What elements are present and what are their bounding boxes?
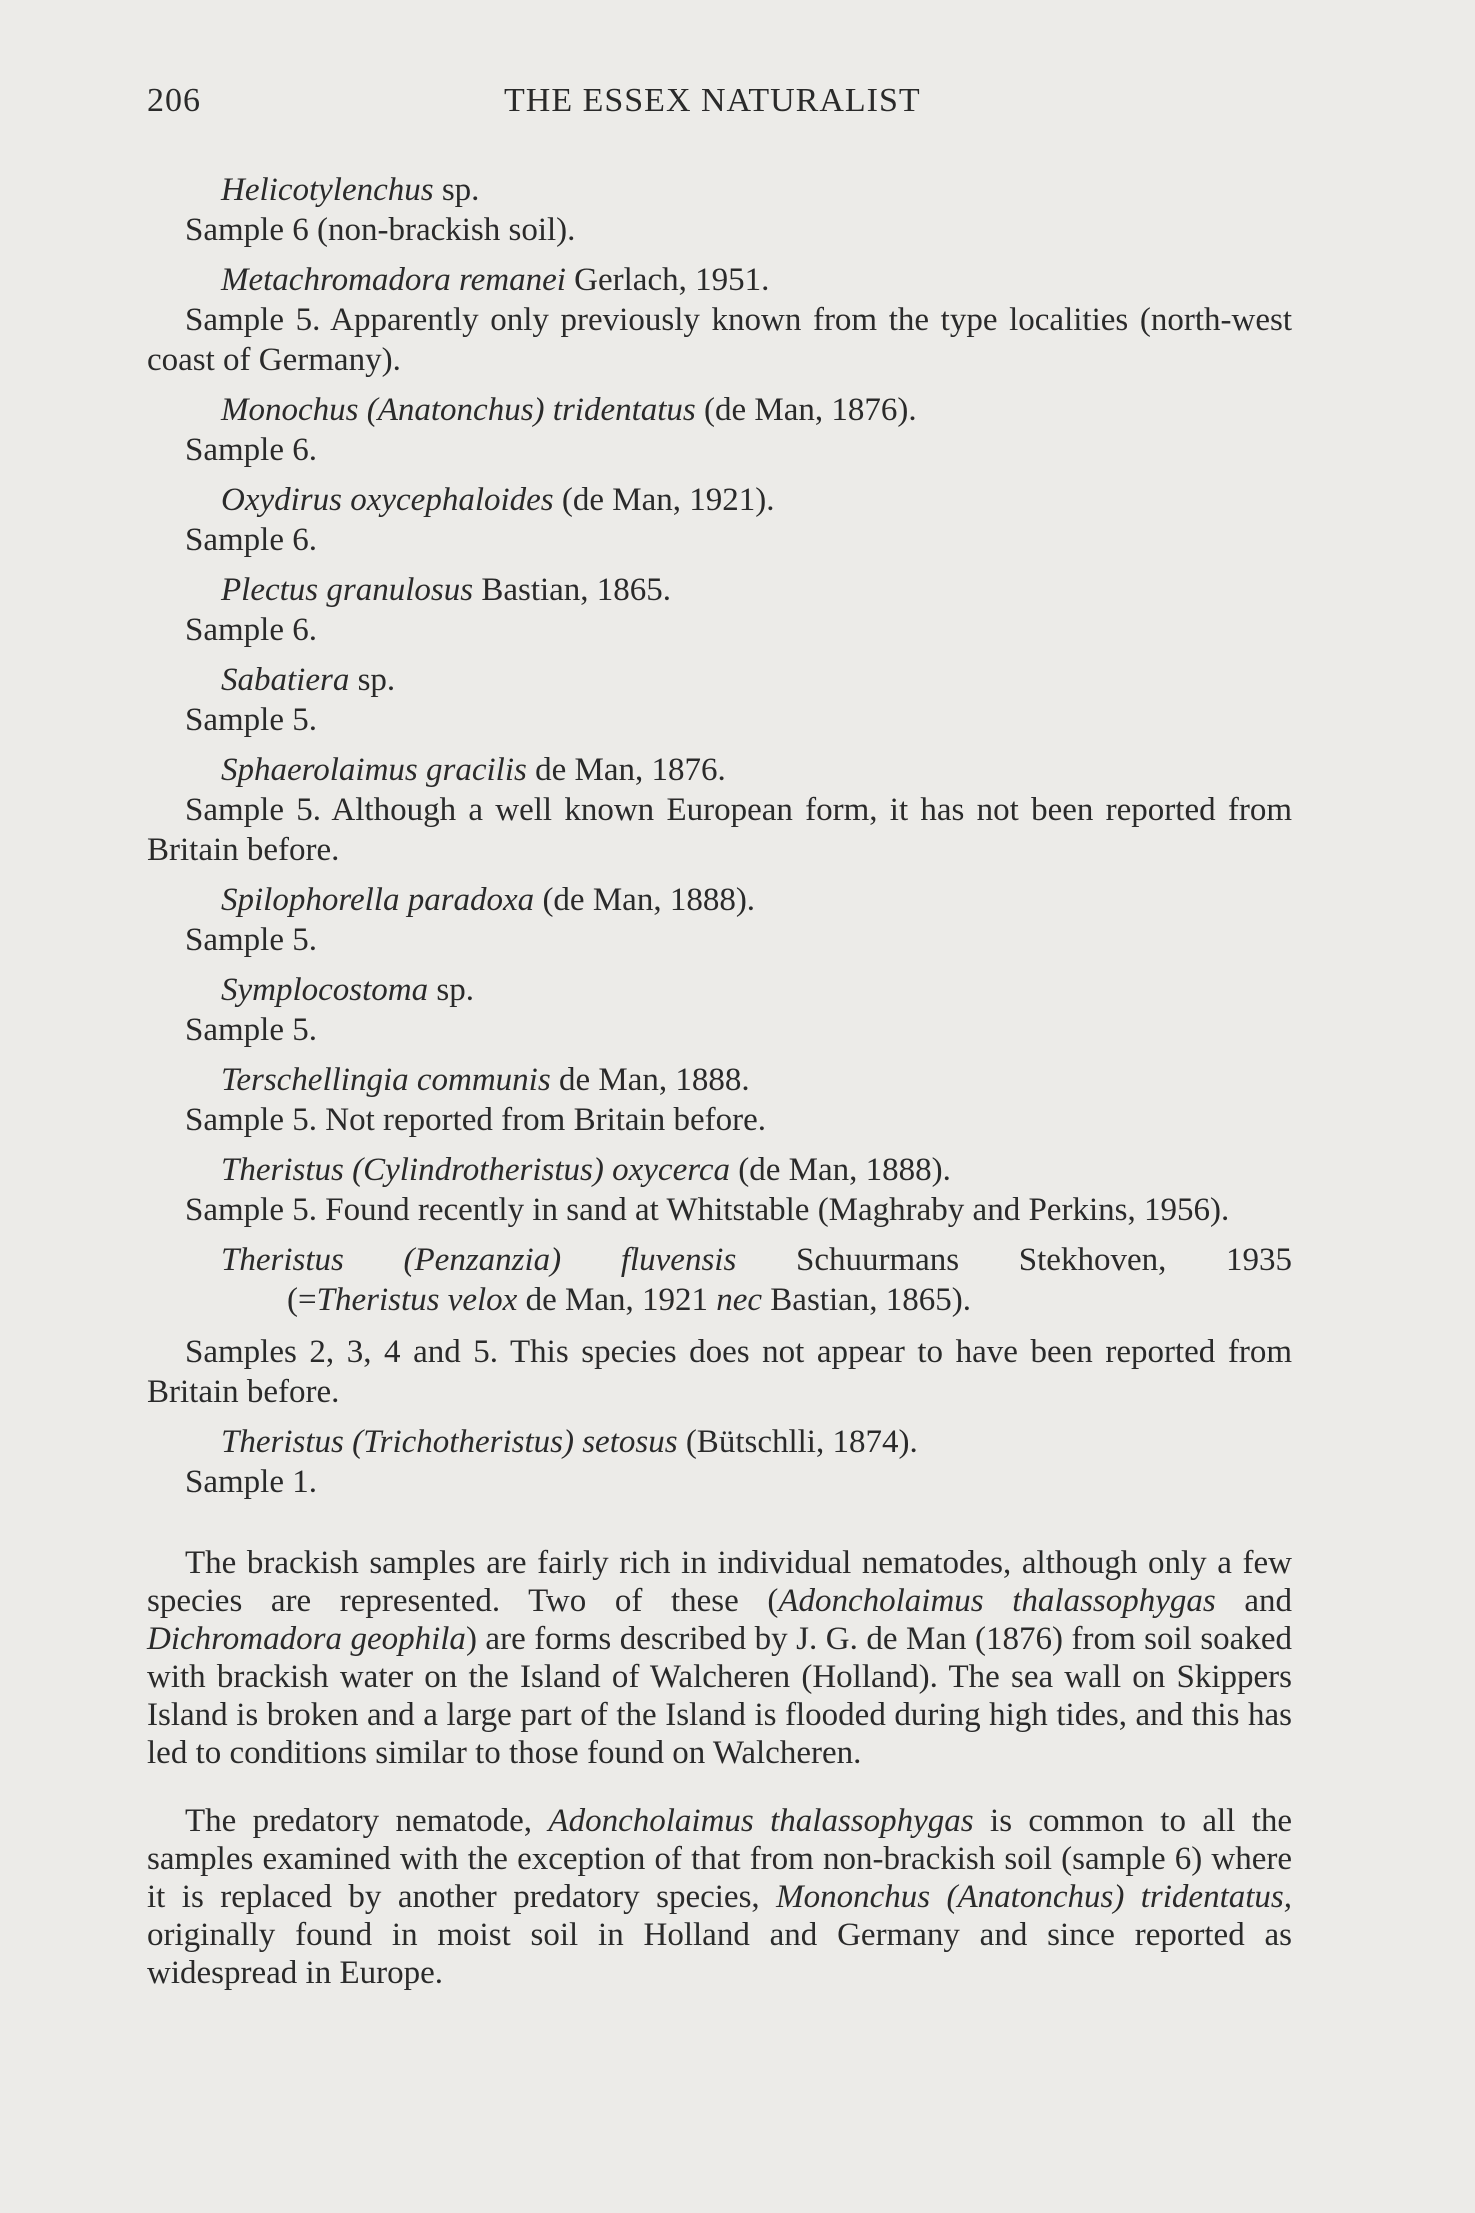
species-note: Sample 5. Found recently in sand at Whitstable (Maghraby and Perkins, 1956).	[185, 1192, 1230, 1228]
species-authority: (de Man, 1888).	[730, 1152, 951, 1188]
text-run: The predatory nematode,	[185, 1803, 549, 1839]
species-entry	[147, 750, 1292, 870]
species-authority: sp.	[349, 662, 396, 698]
species-authority: (de Man, 1876).	[695, 392, 917, 428]
species-note: Sample 6 (non-brackish soil).	[185, 212, 576, 248]
species-entry	[147, 570, 1292, 650]
species-name	[147, 880, 1292, 920]
species-italic: Helicotylenchus	[221, 172, 434, 208]
text-run: originally found in moist soil in Holland and Germany and since reported as widespread in Europe.	[147, 1917, 1292, 1991]
species-name	[147, 570, 1292, 610]
species-note: Sample 5. Not reported from Britain before.	[185, 1102, 766, 1138]
species-authority: sp.	[433, 172, 480, 208]
species-italic: Terschellingia communis	[221, 1062, 551, 1098]
species-note: Sample 5.	[185, 1012, 317, 1048]
species-authority: de Man, 1876.	[526, 752, 726, 788]
text-run: ) are forms described by J. G. de Man (1876) from soil soaked with brackish water on the Island of Walcheren (Holland). The sea wall on Skippers Island is broken and a large part of the Island is flooded during high tides, and this has led to conditions similar to those found on Walcheren.	[147, 1621, 1292, 1771]
species-authority: sp.	[428, 972, 474, 1008]
species-note: Sample 6.	[185, 522, 317, 558]
species-entry	[147, 1150, 1292, 1230]
species-note: Sample 5.	[185, 922, 317, 958]
species-authority: de Man, 1888.	[550, 1062, 750, 1098]
species-entry	[147, 660, 1292, 740]
species-entry-penzanzia	[147, 1240, 1292, 1412]
synonym-nec: nec	[716, 1282, 763, 1318]
species-entry	[147, 1060, 1292, 1140]
italic-run: Adoncholaimus thalassophygas	[548, 1803, 974, 1839]
species-name	[147, 480, 1292, 520]
species-italic: Oxydirus oxycephaloides	[221, 482, 554, 518]
species-entry	[147, 970, 1292, 1050]
species-name	[147, 970, 1292, 1010]
species-entry	[147, 260, 1292, 380]
species-entry	[147, 390, 1292, 470]
page-number: 206	[147, 82, 201, 119]
text-run: The brackish samples are fairly rich in individual nematodes, although only a few species are represented. Two of these (	[147, 1545, 1292, 1619]
species-name	[147, 750, 1292, 790]
species-italic: Symplocostoma	[221, 972, 429, 1008]
species-authority: (de Man, 1921).	[553, 482, 775, 518]
species-italic: Plectus granulosus	[221, 572, 474, 608]
species-authority: Bastian, 1865.	[473, 572, 672, 608]
species-note: Sample 5. Although a well known European form, it has not been reported from Britain before.	[147, 792, 1292, 868]
synonym-italic: Theristus velox	[316, 1282, 518, 1318]
species-entry	[147, 1422, 1292, 1502]
species-italic: Sphaerolaimus gracilis	[221, 752, 527, 788]
synonym-open: (=	[287, 1282, 317, 1318]
species-entry	[147, 170, 1292, 250]
species-name	[147, 260, 1292, 300]
species-name	[147, 660, 1292, 700]
species-note: Sample 5. Apparently only previously known from the type localities (north-west coast of Germany).	[147, 302, 1292, 378]
species-note: Samples 2, 3, 4 and 5. This species does not appear to have been reported from Britain before.	[147, 1334, 1292, 1410]
italic-run: Mononchus (Anatonchus) tridentatus,	[776, 1879, 1292, 1915]
species-synonym	[147, 1280, 1292, 1320]
body-paragraph	[147, 1802, 1292, 1992]
species-italic: Theristus (Penzanzia) fluvensis	[221, 1242, 737, 1278]
species-name	[147, 390, 1292, 430]
species-italic: Monochus (Anatonchus) tridentatus	[221, 392, 696, 428]
species-authority: (de Man, 1888).	[534, 882, 756, 918]
species-note: Sample 6.	[185, 612, 317, 648]
species-note: Sample 1.	[185, 1464, 317, 1500]
species-entry	[147, 880, 1292, 960]
species-italic: Theristus (Cylindrotheristus) oxycerca	[221, 1152, 730, 1188]
species-italic: Theristus (Trichotheristus) setosus	[221, 1424, 678, 1460]
italic-run: Dichromadora geophila	[147, 1621, 466, 1657]
text-run: is common to all the samples examined with the exception of that from non-brackish soil (sample 6) where it is replaced by another predatory species,	[147, 1803, 1293, 1915]
species-name	[147, 1150, 1292, 1190]
journal-title: THE ESSEX NATURALIST	[504, 82, 921, 119]
synonym-end: Bastian, 1865).	[762, 1282, 972, 1318]
species-authority: Schuurmans Stekhoven, 1935	[736, 1242, 1293, 1278]
page-body	[147, 170, 1292, 1992]
species-authority: Gerlach, 1951.	[565, 262, 770, 298]
text-run: and	[1215, 1583, 1292, 1619]
species-name	[147, 1422, 1292, 1462]
synonym-authority: de Man, 1921	[517, 1282, 717, 1318]
species-italic: Metachromadora remanei	[221, 262, 566, 298]
species-italic: Spilophorella paradoxa	[221, 882, 535, 918]
species-name	[147, 1240, 1292, 1280]
species-authority: (Bütschlli, 1874).	[677, 1424, 918, 1460]
species-entry	[147, 480, 1292, 560]
italic-run: Adoncholaimus thalassophygas	[778, 1583, 1216, 1619]
species-note: Sample 5.	[185, 702, 317, 738]
species-name	[147, 1060, 1292, 1100]
species-note: Sample 6.	[185, 432, 317, 468]
species-italic: Sabatiera	[221, 662, 350, 698]
running-header	[147, 82, 1297, 132]
body-paragraph	[147, 1544, 1292, 1772]
species-name	[147, 170, 1292, 210]
